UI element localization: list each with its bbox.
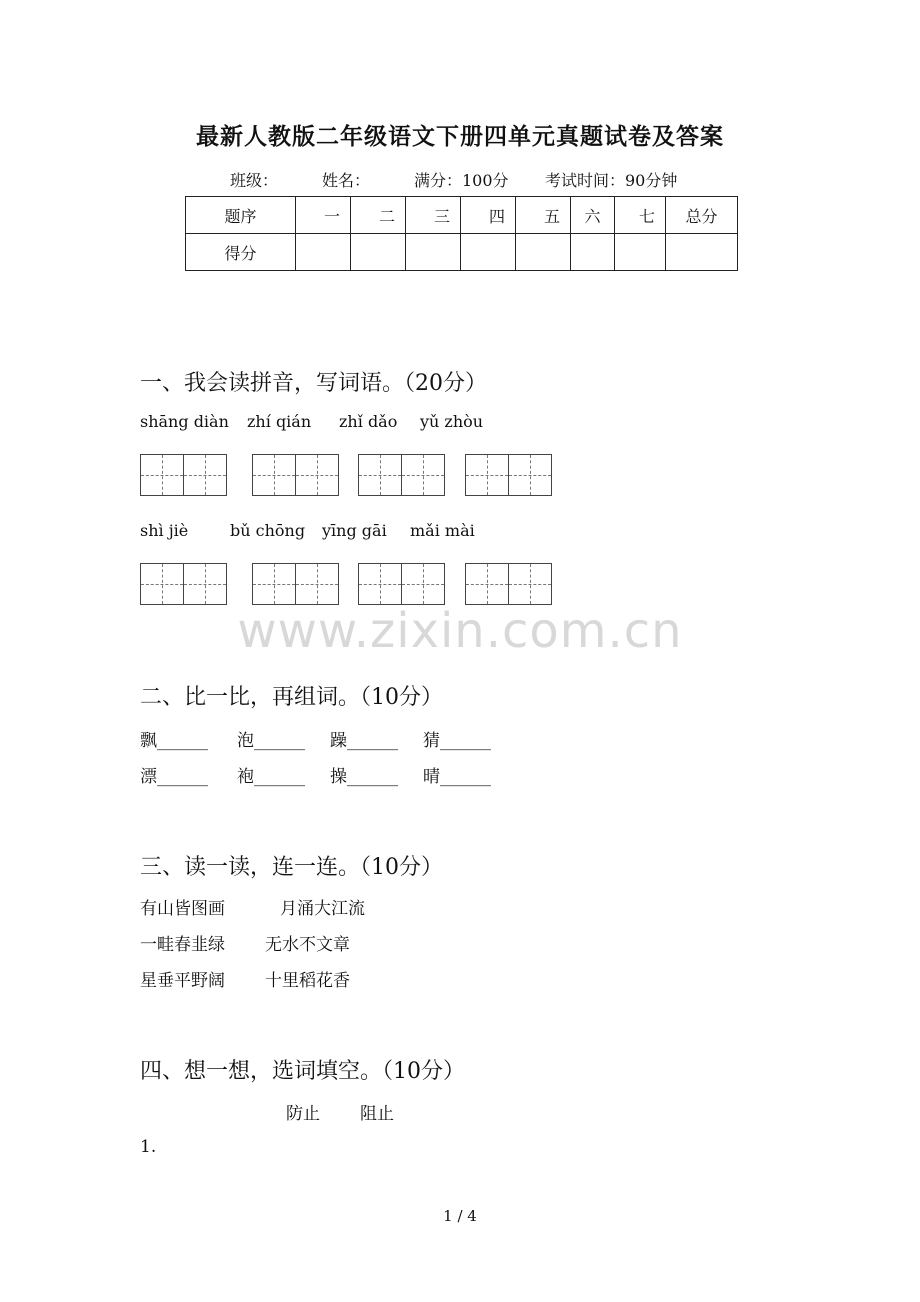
writing-grid-cell[interactable] [466, 564, 509, 604]
pinyin-label: bǔ chōng [230, 521, 306, 540]
word-blank[interactable]: 泡______ [237, 731, 305, 751]
pinyin-label: mǎi mài [410, 521, 475, 540]
writing-grid-cell[interactable] [253, 455, 296, 495]
score-cell[interactable] [461, 234, 516, 271]
word-option: 阻止 [360, 1104, 394, 1124]
name-field-label: 姓名： [322, 171, 371, 190]
writing-grid-cell[interactable] [141, 455, 184, 495]
full-score-label: 满分：100分 [414, 171, 509, 190]
score-table-score-row [186, 234, 738, 271]
writing-grid-box[interactable] [465, 454, 552, 496]
score-cell[interactable] [351, 234, 406, 271]
exam-time-label: 考试时间：90分钟 [545, 171, 678, 190]
score-cell[interactable] [571, 234, 615, 271]
pinyin-label: zhǐ dǎo [339, 412, 398, 431]
writing-grid-cell[interactable] [359, 455, 402, 495]
poem-line-left[interactable]: 星垂平野阔 [140, 971, 225, 991]
header-cell: 七 [615, 197, 666, 234]
writing-grid-box[interactable] [358, 454, 445, 496]
writing-grid-cell[interactable] [141, 564, 184, 604]
writing-grid-box[interactable] [140, 454, 227, 496]
class-field-label: 班级： [230, 171, 279, 190]
poem-line-left[interactable]: 一畦春韭绿 [140, 935, 225, 955]
writing-grid-box[interactable] [465, 563, 552, 605]
writing-grid-cell[interactable] [296, 455, 338, 495]
word-blank[interactable]: 晴______ [423, 767, 491, 787]
pinyin-label: shāng diàn [140, 412, 229, 431]
score-cell[interactable] [615, 234, 666, 271]
word-blank[interactable]: 猜______ [423, 731, 491, 751]
score-cell[interactable] [666, 234, 738, 271]
score-table-header-row [186, 197, 738, 234]
header-cell: 六 [571, 197, 615, 234]
header-cell: 二 [351, 197, 406, 234]
poem-line-right[interactable]: 十里稻花香 [265, 971, 350, 991]
writing-grid-cell[interactable] [402, 455, 444, 495]
question-number: 1. [140, 1137, 157, 1157]
poem-line-left[interactable]: 有山皆图画 [140, 899, 225, 919]
pinyin-label: yīng gāi [322, 521, 387, 540]
header-cell: 一 [296, 197, 351, 234]
watermark: www.zixin.com.cn [237, 603, 683, 659]
word-blank[interactable]: 袍______ [237, 767, 305, 787]
score-table [185, 196, 738, 271]
section1-heading: 一、我会读拼音，写词语。（20分） [140, 371, 487, 396]
word-blank[interactable]: 操______ [330, 767, 398, 787]
pinyin-label: zhí qián [247, 412, 312, 431]
word-blank[interactable]: 飘______ [140, 731, 208, 751]
writing-grid-box[interactable] [358, 563, 445, 605]
header-cell: 四 [461, 197, 516, 234]
word-blank[interactable]: 漂______ [140, 767, 208, 787]
pinyin-label: shì jiè [140, 521, 189, 540]
page-title: 最新人教版二年级语文下册四单元真题试卷及答案 [196, 123, 724, 150]
score-cell[interactable] [406, 234, 461, 271]
writing-grid-cell[interactable] [296, 564, 338, 604]
header-cell: 题序 [186, 197, 296, 234]
section3-heading: 三、读一读，连一连。（10分） [140, 855, 443, 880]
section4-heading: 四、想一想，选词填空。（10分） [140, 1059, 465, 1084]
writing-grid-box[interactable] [252, 454, 339, 496]
score-cell[interactable] [296, 234, 351, 271]
page-number: 1 / 4 [443, 1207, 477, 1225]
writing-grid-cell[interactable] [466, 455, 509, 495]
row-label-cell: 得分 [186, 234, 296, 271]
section2-heading: 二、比一比，再组词。（10分） [140, 685, 443, 710]
writing-grid-cell[interactable] [509, 564, 551, 604]
word-option: 防止 [286, 1104, 320, 1124]
poem-line-right[interactable]: 月涌大江流 [280, 899, 365, 919]
writing-grid-cell[interactable] [509, 455, 551, 495]
writing-grid-cell[interactable] [359, 564, 402, 604]
writing-grid-cell[interactable] [402, 564, 444, 604]
header-cell: 三 [406, 197, 461, 234]
writing-grid-box[interactable] [252, 563, 339, 605]
header-cell: 五 [516, 197, 571, 234]
header-cell: 总分 [666, 197, 738, 234]
poem-line-right[interactable]: 无水不文章 [265, 935, 350, 955]
writing-grid-box[interactable] [140, 563, 227, 605]
word-blank[interactable]: 躁______ [330, 731, 398, 751]
score-cell[interactable] [516, 234, 571, 271]
writing-grid-cell[interactable] [253, 564, 296, 604]
writing-grid-cell[interactable] [184, 564, 226, 604]
writing-grid-cell[interactable] [184, 455, 226, 495]
pinyin-label: yǔ zhòu [420, 412, 484, 431]
